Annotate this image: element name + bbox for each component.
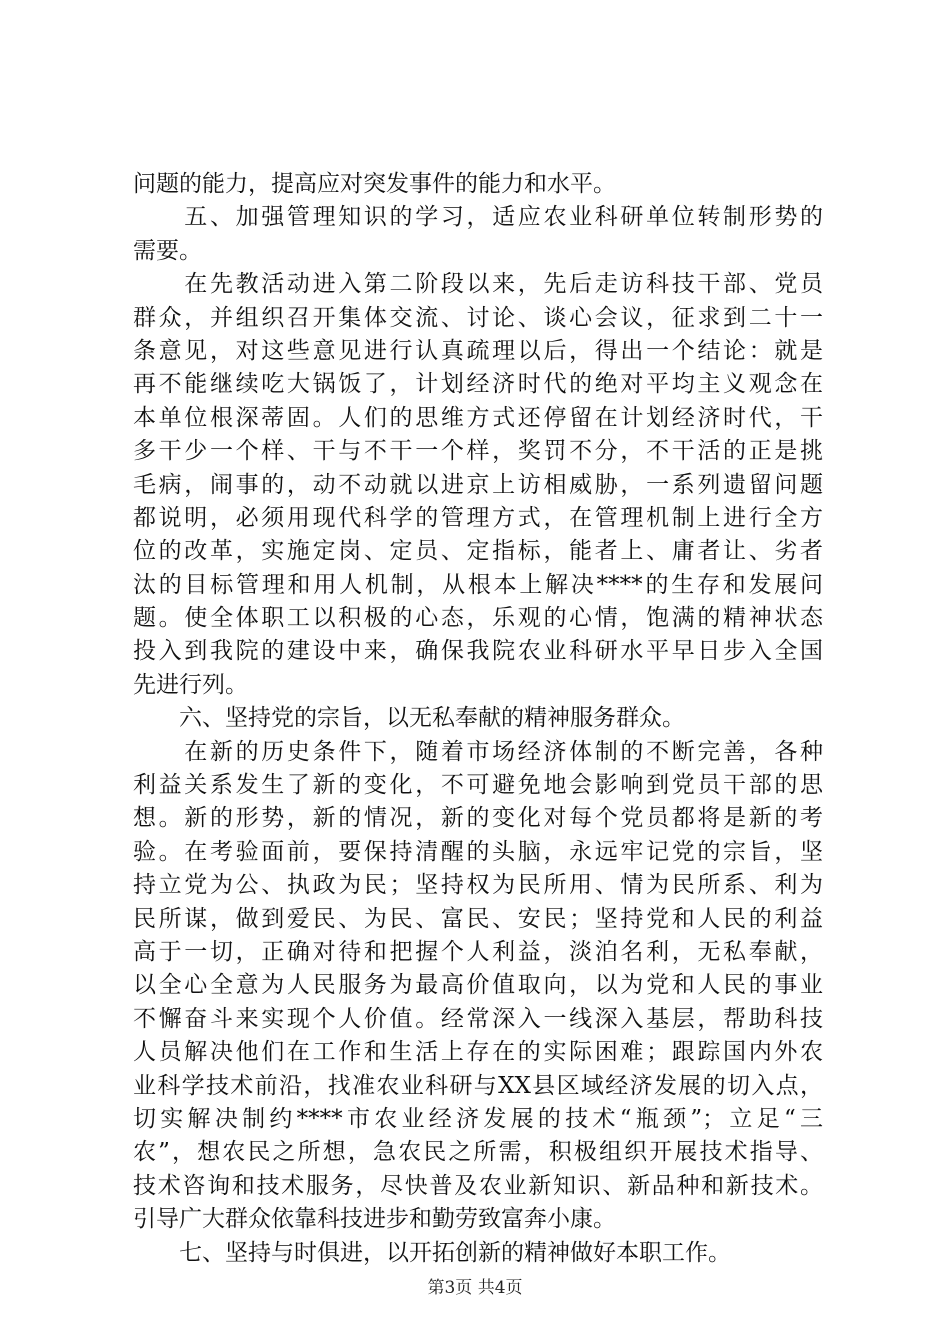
text-line: 业科学技术前沿，找准农业科研与XX县区域经济发展的切入点， <box>133 1072 823 1099</box>
text-line: 验。在考验面前，要保持清醒的头脑，永远牢记党的宗旨，坚 <box>133 838 823 865</box>
text-line: 农”，想农民之所想，急农民之所需，积极组织开展技术指导、 <box>133 1139 823 1166</box>
text-line: 切实解决制约****市农业经济发展的技术“瓶颈”；立足“三 <box>133 1105 823 1132</box>
text-line: 在先教活动进入第二阶段以来，先后走访科技干部、党员 <box>133 271 823 298</box>
text-line: 位的改革，实施定岗、定员、定指标，能者上、庸者让、劣者 <box>133 538 823 565</box>
text-line: 条意见，对这些意见进行认真疏理以后，得出一个结论：就是 <box>133 337 823 364</box>
text-line: 持立党为公、执政为民；坚持权为民所用、情为民所系、利为 <box>133 872 823 899</box>
text-line: 在新的历史条件下，随着市场经济体制的不断完善，各种 <box>133 738 823 765</box>
text-line: 问题的能力，提高应对突发事件的能力和水平。 <box>133 171 616 197</box>
text-line: 人员解决他们在工作和生活上存在的实际困难；跟踪国内外农 <box>133 1039 823 1066</box>
text-line: 毛病，闹事的，动不动就以进京上访相威胁，一系列遗留问题 <box>133 471 823 498</box>
text-line: 多干少一个样、干与不干一个样，奖罚不分，不干活的正是挑 <box>133 438 823 465</box>
text-line: 群众，并组织召开集体交流、讨论、谈心会议，征求到二十一 <box>133 304 823 331</box>
text-line: 六、坚持党的宗旨，以无私奉献的精神服务群众。 <box>133 705 685 732</box>
text-line: 本单位根深蒂固。人们的思维方式还停留在计划经济时代，干 <box>133 404 823 431</box>
text-line: 利益关系发生了新的变化，不可避免地会影响到党员干部的思 <box>133 772 823 799</box>
text-line: 五、加强管理知识的学习，适应农业科研单位转制形势的 <box>133 204 823 231</box>
text-line: 都说明，必须用现代科学的管理方式，在管理机制上进行全方 <box>133 504 823 531</box>
text-line: 需要。 <box>133 237 202 264</box>
text-line: 不懈奋斗来实现个人价值。经常深入一线深入基层，帮助科技 <box>133 1005 823 1032</box>
text-line: 引导广大群众依靠科技进步和勤劳致富奔小康。 <box>133 1206 616 1233</box>
text-line: 题。使全体职工以积极的心态，乐观的心情，饱满的精神状态 <box>133 605 823 632</box>
text-line: 再不能继续吃大锅饭了，计划经济时代的绝对平均主义观念在 <box>133 371 823 398</box>
text-line: 想。新的形势，新的情况，新的变化对每个党员都将是新的考 <box>133 805 823 832</box>
text-line: 技术咨询和技术服务，尽快普及农业新知识、新品种和新技术。 <box>133 1172 823 1199</box>
text-line: 先进行列。 <box>133 671 248 698</box>
page-footer: 第3页 共4页 <box>427 1278 523 1298</box>
text-line: 投入到我院的建设中来，确保我院农业科研水平早日步入全国 <box>133 638 823 665</box>
text-line: 七、坚持与时俱进，以开拓创新的精神做好本职工作。 <box>133 1239 731 1266</box>
document-body <box>133 168 823 1270</box>
text-line: 以全心全意为人民服务为最高价值取向，以为党和人民的事业 <box>133 972 823 999</box>
text-line: 民所谋，做到爱民、为民、富民、安民；坚持党和人民的利益 <box>133 905 823 932</box>
text-line: 高于一切，正确对待和把握个人利益，淡泊名利，无私奉献， <box>133 938 823 965</box>
text-line: 汰的目标管理和用人机制，从根本上解决****的生存和发展问 <box>133 571 823 598</box>
